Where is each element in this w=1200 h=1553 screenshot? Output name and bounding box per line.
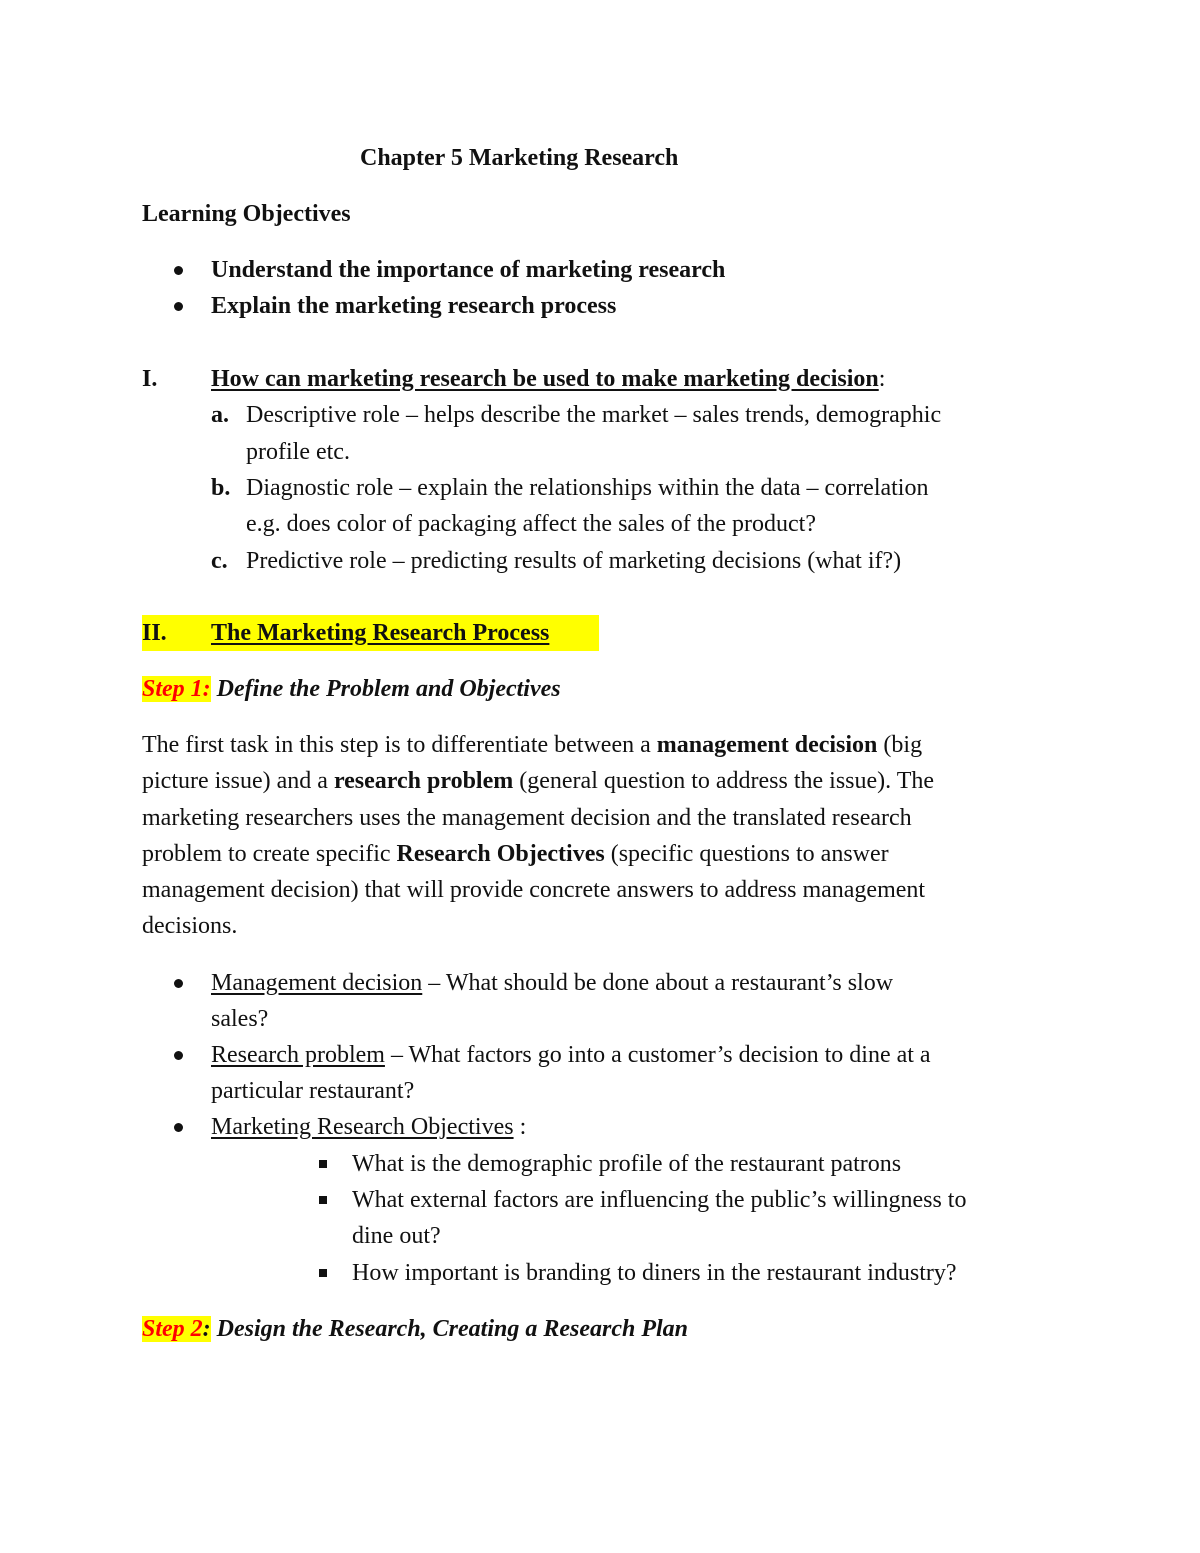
step-title: Define the Problem and Objectives — [210, 676, 561, 702]
bullet-term: Management decision — [211, 970, 423, 996]
section-numeral: II. — [142, 620, 167, 646]
bullet-item — [211, 965, 893, 1001]
step-label: Step 1: — [142, 676, 211, 702]
paragraph-line: management decision) that will provide concrete answers to address management — [142, 877, 926, 903]
bullet-continuation: sales? — [211, 1006, 269, 1032]
section-numeral: I. — [142, 366, 158, 392]
section-heading: The Marketing Research Process — [211, 620, 550, 646]
text-run: (big — [877, 732, 923, 758]
text-run: problem to create specific — [142, 841, 397, 867]
bullet-continuation: particular restaurant? — [211, 1078, 415, 1104]
text-run: (specific questions to answer — [604, 841, 889, 867]
list-letter: a. — [211, 402, 229, 428]
sub-item: How important is branding to diners in the restaurant industry? — [352, 1260, 957, 1286]
bullet-icon — [174, 1051, 183, 1060]
bullet-term: Marketing Research Objectives — [211, 1114, 514, 1140]
paragraph-line — [142, 836, 889, 872]
list-item-text: e.g. does color of packaging affect the sales of the product? — [246, 511, 816, 537]
text-run: (general question to address the issue). The — [513, 768, 935, 794]
list-letter: c. — [211, 548, 228, 574]
sub-item: What is the demographic profile of the restaurant patrons — [352, 1151, 902, 1177]
page-title: Chapter 5 Marketing Research — [360, 145, 679, 171]
bullet-icon — [174, 266, 183, 275]
bold-term: Research Objectives — [396, 841, 605, 867]
list-letter: b. — [211, 475, 231, 501]
step-label: Step 2 — [142, 1316, 203, 1342]
paragraph-line: marketing researchers uses the management decision and the translated research — [142, 805, 912, 831]
step-heading — [142, 1311, 688, 1347]
list-item-text: profile etc. — [246, 439, 350, 465]
bold-term: research problem — [333, 768, 514, 794]
text-run: The first task in this step is to differentiate between a — [142, 732, 657, 758]
paragraph-line — [142, 763, 934, 799]
bullet-item — [211, 1037, 931, 1073]
objectives-heading: Learning Objectives — [142, 201, 351, 227]
list-item-text: Diagnostic role – explain the relationships within the data – correlation — [246, 475, 929, 501]
section-heading — [211, 361, 885, 397]
bullet-icon — [174, 979, 183, 988]
text-run: picture issue) and a — [142, 768, 334, 794]
square-bullet-icon — [319, 1196, 327, 1204]
sub-item: What external factors are influencing the public’s willingness to — [352, 1187, 967, 1213]
bullet-text: – What should be done about a restaurant’s slow — [422, 970, 894, 996]
step-heading — [142, 671, 561, 707]
bold-term: management decision — [656, 732, 878, 758]
list-item-text: Descriptive role – helps describe the market – sales trends, demographic — [246, 402, 942, 428]
objective-item: Explain the marketing research process — [211, 293, 617, 319]
square-bullet-icon — [319, 1160, 327, 1168]
sub-item-continuation: dine out? — [352, 1223, 441, 1249]
step-title: Design the Research, Creating a Research Plan — [210, 1316, 689, 1342]
paragraph-line: decisions. — [142, 913, 238, 939]
section-heading-text: How can marketing research be used to make marketing decision — [211, 366, 879, 392]
paragraph-line — [142, 727, 922, 763]
bullet-icon — [174, 1123, 183, 1132]
bullet-term: Research problem — [211, 1042, 385, 1068]
square-bullet-icon — [319, 1269, 327, 1277]
bullet-text: : — [513, 1114, 527, 1140]
objective-item: Understand the importance of marketing research — [211, 257, 726, 283]
section-heading-colon: : — [878, 366, 886, 392]
bullet-item — [211, 1109, 526, 1145]
list-item-text: Predictive role – predicting results of marketing decisions (what if?) — [246, 548, 902, 574]
bullet-text: – What factors go into a customer’s decision to dine at a — [384, 1042, 931, 1068]
bullet-icon — [174, 302, 183, 311]
step-colon: : — [202, 1316, 211, 1342]
